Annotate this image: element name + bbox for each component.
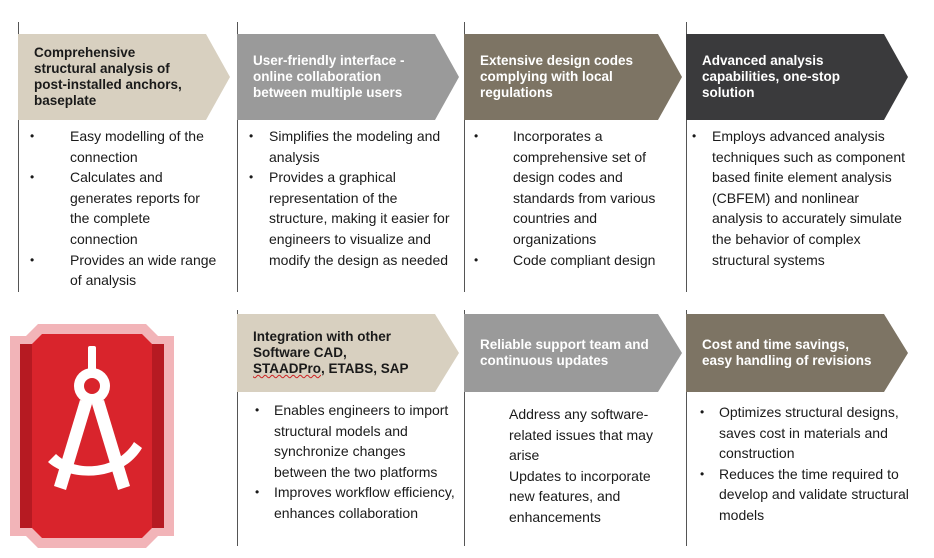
title-line: Integration with other xyxy=(253,329,391,344)
feature-arrow-integration xyxy=(237,314,459,392)
list-item: Address any software-related issues that may arise xyxy=(509,406,653,464)
list-item: • Employs advanced analysis techniques such as component based finite element analysis (CBFEM) and nonlinear analysis to accurately simulate the behavior of complex structural systems xyxy=(692,128,906,268)
feature-title: Comprehensive structural analysis of post-installed anchors, baseplate xyxy=(34,45,182,108)
list-item: • Provides a graphical representation of the structure, making it easier for engineers to visualize and modify the design as needed xyxy=(249,169,450,268)
feature-title: Reliable support team and continuous updates xyxy=(480,337,649,368)
list-item: • Optimizes structural designs, saves cost in materials and construction xyxy=(700,404,899,462)
list-item: • Enables engineers to import structural models and synchronize changes between the two platforms xyxy=(255,402,449,480)
feature-title: Extensive design codes complying with local regulations xyxy=(480,53,634,100)
list-item: • Reduces the time required to develop and validate structural models xyxy=(700,465,909,523)
feature-text-support xyxy=(509,404,679,528)
feature-list-cost-savings xyxy=(700,402,910,526)
feature-arrow-user-friendly xyxy=(237,34,459,120)
feature-arrow-design-codes xyxy=(464,34,682,120)
title-line: STAADPro xyxy=(253,361,322,376)
list-item: • Provides an wide range of analysis xyxy=(30,251,217,289)
feature-arrow-advanced-analysis xyxy=(686,34,908,120)
feature-arrow-support xyxy=(464,314,682,392)
feature-list-user-friendly xyxy=(249,126,454,270)
feature-title: Advanced analysis capabilities, one-stop solution xyxy=(702,53,841,100)
list-item: • Improves workflow efficiency, enhances collaboration xyxy=(255,484,455,521)
feature-list-structural-analysis xyxy=(30,126,220,291)
feature-arrow-cost-savings xyxy=(686,314,908,392)
title-line: Software CAD, xyxy=(253,345,347,360)
feature-title: User-friendly interface - online collaboration between multiple users xyxy=(253,53,405,100)
app-logo-icon xyxy=(8,322,176,550)
list-item: • Code compliant design xyxy=(474,251,656,268)
title-line: , ETABS, SAP xyxy=(321,361,409,376)
list-item: Updates to incorporate new features, and enhancements xyxy=(509,467,651,525)
feature-list-integration xyxy=(255,400,460,524)
list-item: • Easy modelling of the connection xyxy=(30,128,204,165)
feature-title: Cost and time savings, easy handling of revisions xyxy=(702,337,872,368)
feature-list-advanced-analysis xyxy=(692,126,907,270)
feature-arrow-structural-analysis xyxy=(18,34,230,120)
list-item: • Calculates and generates reports for the complete connection xyxy=(30,169,200,247)
feature-title xyxy=(253,329,443,377)
list-item: • Incorporates a comprehensive set of design codes and standards from various countries and organizations xyxy=(474,128,656,247)
feature-list-design-codes xyxy=(474,126,674,270)
list-item: • Simplifies the modeling and analysis xyxy=(249,128,441,165)
